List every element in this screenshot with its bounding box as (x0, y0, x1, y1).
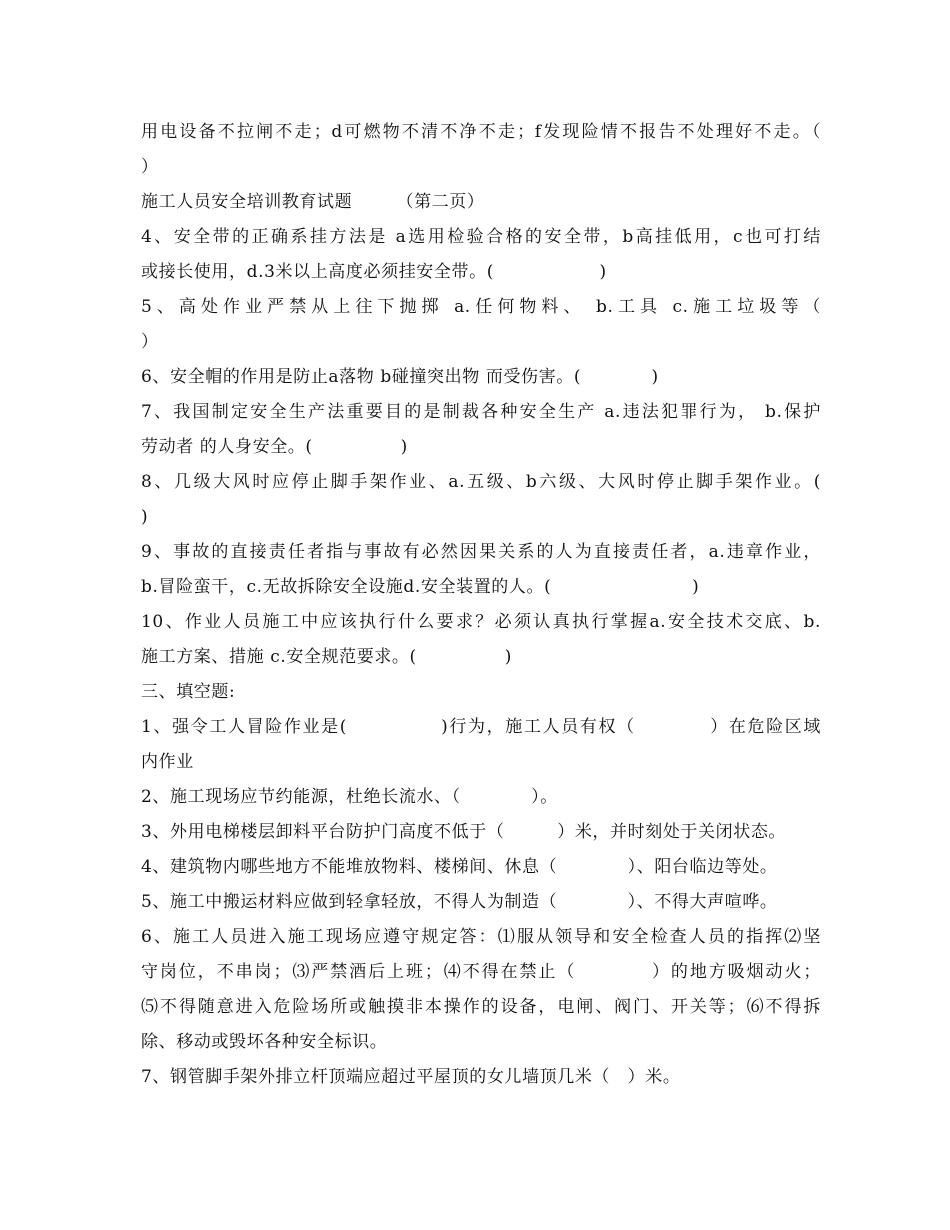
section-heading: 三、填空题: (141, 682, 236, 702)
question-line: 6、施工人员进入施工现场应遵守规定答：⑴服从领导和安全检查人员的指挥⑵坚 (141, 927, 821, 947)
text-line: 守岗位，不串岗；⑶严禁酒后上班；⑷不得在禁止（ ）的地方吸烟动火； (141, 962, 821, 982)
question-line: 7、我国制定安全生产法重要目的是制裁各种安全生产 a.违法犯罪行为， b.保护 (141, 402, 821, 422)
text-line: 除、移动或毁坏各种安全标识。 (141, 1032, 388, 1052)
question-line: 4、建筑物内哪些地方不能堆放物料、楼梯间、休息（ ）、阳台临边等处。 (141, 857, 778, 877)
section-header: 施工人员安全培训教育试题 （第二页） (141, 192, 485, 212)
text-line: ） (141, 157, 159, 177)
question-line: 7、钢管脚手架外排立杆顶端应超过平屋顶的女儿墙顶几米（ ）米。 (141, 1067, 681, 1087)
text-line: ） (141, 332, 159, 352)
text-line: 或接长使用，d.3米以上高度必须挂安全带。( ) (141, 262, 607, 282)
question-line: 10、作业人员施工中应该执行什么要求？必须认真执行掌握a.安全技术交底、b. (141, 612, 821, 632)
text-line: 施工方案、措施 c.安全规范要求。( ) (141, 647, 512, 667)
text-line: ) (141, 507, 149, 527)
question-line: 1、强令工人冒险作业是( )行为，施工人员有权（ ）在危险区域 (141, 717, 821, 737)
question-line: 4、安全带的正确系挂方法是 a选用检验合格的安全带，b高挂低用，c也可打结 (141, 227, 821, 247)
question-line: 5、高处作业严禁从上往下抛掷 a.任何物料、 b.工具 c.施工垃圾等（ (141, 297, 821, 317)
text-line: 内作业 (141, 752, 194, 772)
question-line: 3、外用电梯楼层卸料平台防护门高度不低于（ ）米，并时刻处于关闭状态。 (141, 822, 787, 842)
text-line: 用电设备不拉闸不走；d可燃物不清不净不走；f发现险情不报告不处理好不走。（ (141, 122, 821, 142)
question-line: 6、安全帽的作用是防止a落物 b碰撞突出物 而受伤害。( ) (141, 367, 659, 387)
question-line: 8、几级大风时应停止脚手架作业、a.五级、b六级、大风时停止脚手架作业。( (141, 472, 821, 492)
text-line: 劳动者 的人身安全。( ) (141, 437, 408, 457)
question-line: 2、施工现场应节约能源，杜绝长流水、（ ）。 (141, 787, 558, 807)
question-line: 5、施工中搬运材料应做到轻拿轻放，不得人为制造（ ）、不得大声喧哗。 (141, 892, 778, 912)
text-line: b.冒险蛮干，c.无故拆除安全设施d.安全装置的人。( ) (141, 577, 700, 597)
text-line: ⑸不得随意进入危险场所或触摸非本操作的设备，电闸、阀门、开关等；⑹不得拆 (141, 997, 821, 1017)
question-line: 9、事故的直接责任者指与事故有必然因果关系的人为直接责任者，a.违章作业， (141, 542, 821, 562)
